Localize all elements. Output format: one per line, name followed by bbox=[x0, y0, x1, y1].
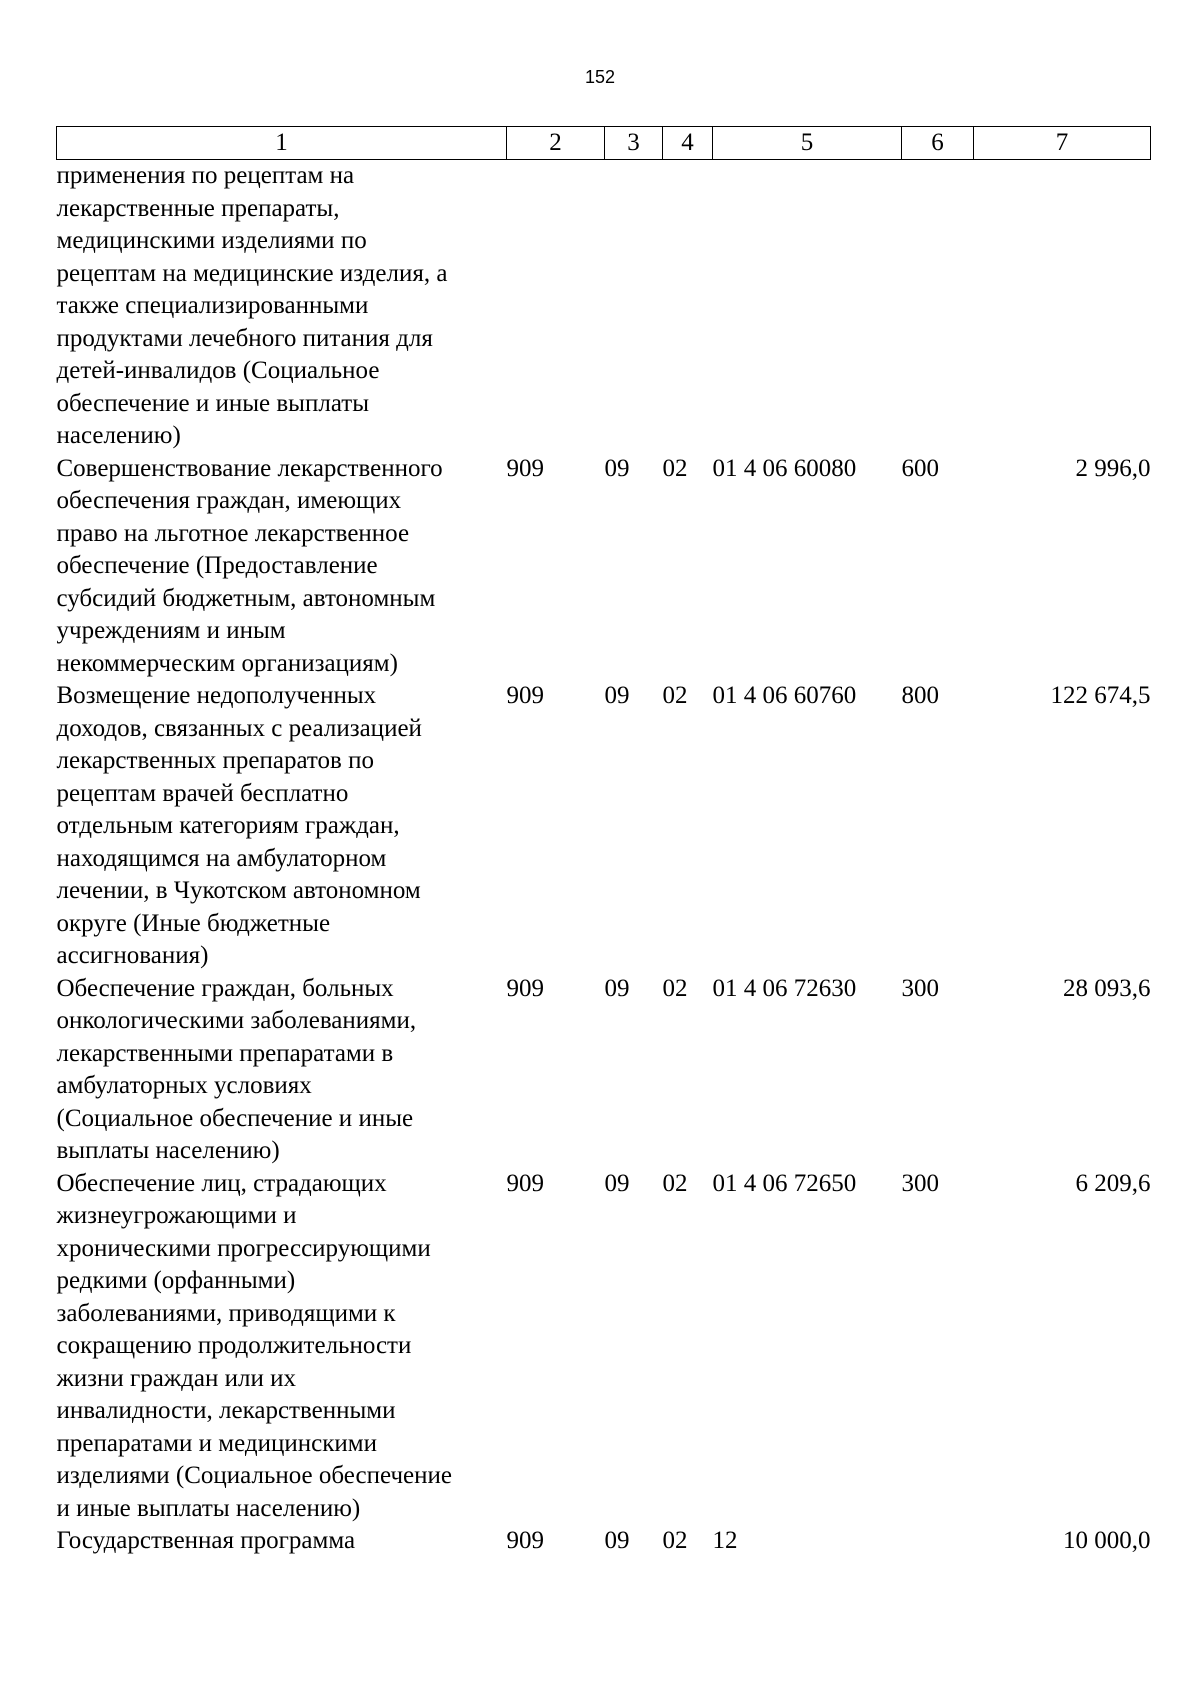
amount: 122 674,5 bbox=[1050, 682, 1151, 709]
column-header-4: 4 bbox=[663, 127, 713, 160]
target-article-code: 01 4 06 60080 bbox=[712, 454, 857, 482]
row-name-cell bbox=[57, 1525, 507, 1558]
target-article-code bbox=[713, 160, 902, 453]
ministry-code: 909 bbox=[506, 1169, 544, 1197]
expense-type-code: 600 bbox=[901, 454, 939, 482]
subsection-code bbox=[663, 160, 713, 453]
budget-table bbox=[56, 126, 1151, 1558]
column-header-7: 7 bbox=[974, 127, 1151, 160]
row-name-cell bbox=[57, 453, 507, 681]
row-name: Обеспечение лиц, страдающих жизнеугрожающими и хроническими прогрессирующими редкими (орфанными) заболеваниями, приводящими к сокращению продолжительности жизни граждан или их инвалидности, лекарственными препаратами и медицинскими изделиями (Социальное обеспечение и иные выплаты населению) bbox=[56, 1169, 452, 1522]
column-header-6: 6 bbox=[902, 127, 974, 160]
column-header-2: 2 bbox=[507, 127, 605, 160]
amount: 28 093,6 bbox=[1063, 974, 1151, 1002]
subsection-code: 02 bbox=[662, 1169, 688, 1197]
row-name: Совершенствование лекарственного обеспечения граждан, имеющих право на льготное лекарственное обеспечение (Предоставление субсидий бюджетным, автономным учреждениям и иным некоммерческим организациям) bbox=[56, 454, 443, 677]
row-name-cell bbox=[57, 160, 507, 453]
section-code: 09 bbox=[604, 974, 630, 1002]
table-row bbox=[57, 160, 1151, 453]
column-header-3: 3 bbox=[605, 127, 663, 160]
row-name: Обеспечение граждан, больных онкологическими заболеваниями, лекарственными препаратами в амбулаторных условиях (Социальное обеспечение и иные выплаты населению) bbox=[56, 974, 417, 1164]
row-name: применения по рецептам на лекарственные препараты, медицинскими изделиями по рецептам на медицинские изделия, а также специализированными продуктами лечебного питания для детей-инвалидов (Социальное обеспечение и иные выплаты населению) bbox=[56, 162, 448, 449]
section-code: 09 bbox=[604, 682, 630, 709]
section-code: 09 bbox=[604, 1169, 630, 1197]
expense-type-code bbox=[902, 1525, 974, 1558]
row-name: Государственная программа bbox=[56, 1527, 356, 1554]
subsection-code: 02 bbox=[662, 454, 688, 482]
expense-type-code: 800 bbox=[901, 682, 939, 709]
table-row bbox=[57, 1525, 1151, 1558]
target-article-code: 01 4 06 72630 bbox=[712, 974, 857, 1002]
ministry-code: 909 bbox=[506, 682, 544, 709]
expense-type-code: 300 bbox=[901, 1169, 939, 1197]
amount: 10 000,0 bbox=[1063, 1527, 1151, 1554]
column-header-5: 5 bbox=[713, 127, 902, 160]
row-name-cell bbox=[57, 680, 507, 973]
row-name-cell bbox=[57, 1168, 507, 1526]
ministry-code: 909 bbox=[506, 974, 544, 1002]
target-article-code: 12 bbox=[712, 1527, 738, 1554]
target-article-code: 01 4 06 72650 bbox=[712, 1169, 857, 1197]
ministry-code: 909 bbox=[506, 1527, 544, 1554]
ministry-code bbox=[507, 160, 605, 453]
section-code: 09 bbox=[604, 454, 630, 482]
row-name-cell bbox=[57, 973, 507, 1168]
table-row bbox=[57, 680, 1151, 973]
subsection-code: 02 bbox=[662, 1527, 688, 1554]
ministry-code: 909 bbox=[506, 454, 544, 482]
subsection-code: 02 bbox=[662, 974, 688, 1002]
row-name: Возмещение недополученных доходов, связанных с реализацией лекарственных препаратов по рецептам врачей бесплатно отдельным категориям граждан, находящимся на амбулаторном лечении, в Чукотском автономном округе (Иные бюджетные ассигнования) bbox=[56, 682, 422, 969]
table-row bbox=[57, 973, 1151, 1168]
column-header-1: 1 bbox=[57, 127, 507, 160]
subsection-code: 02 bbox=[662, 682, 688, 709]
expense-type-code bbox=[902, 160, 974, 453]
column-number-header-row bbox=[57, 127, 1151, 160]
target-article-code: 01 4 06 60760 bbox=[712, 682, 857, 709]
table-row bbox=[57, 453, 1151, 681]
section-code bbox=[605, 160, 663, 453]
table-row bbox=[57, 1168, 1151, 1526]
expense-type-code: 300 bbox=[901, 974, 939, 1002]
amount: 2 996,0 bbox=[1075, 454, 1151, 482]
amount bbox=[974, 160, 1151, 453]
page-number: 152 bbox=[584, 67, 616, 87]
amount: 6 209,6 bbox=[1075, 1169, 1151, 1197]
section-code: 09 bbox=[604, 1527, 630, 1554]
